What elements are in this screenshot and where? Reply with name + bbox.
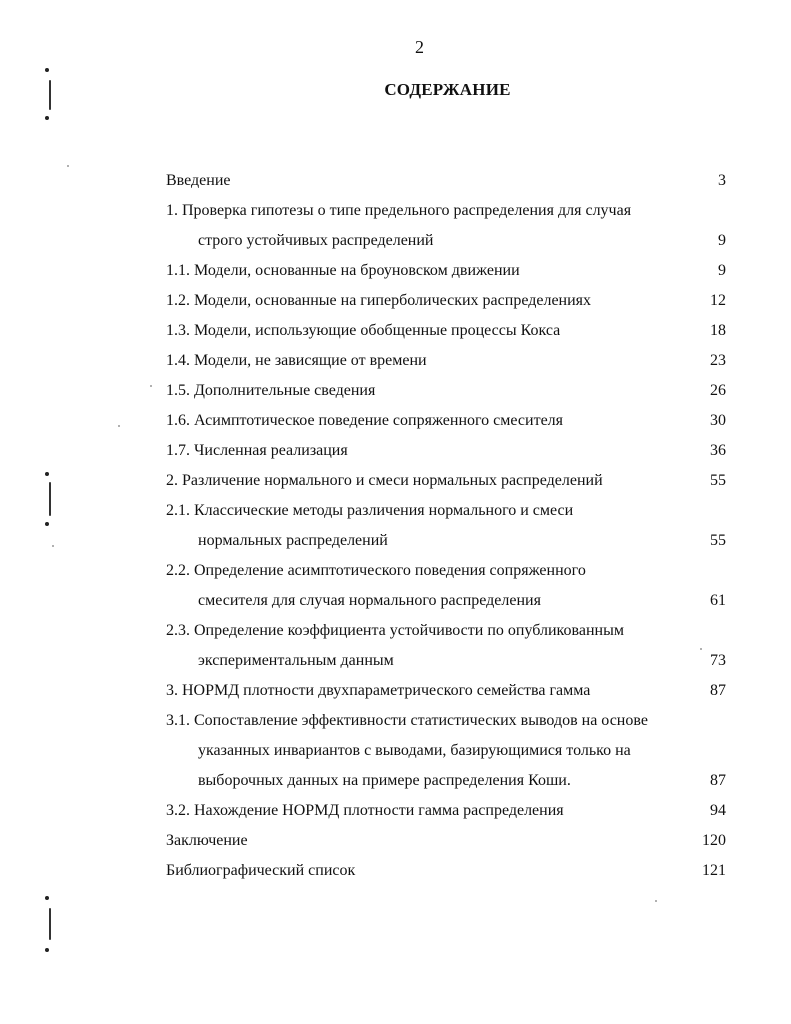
toc-entry bbox=[166, 706, 726, 796]
toc-entry-page-number: 26 bbox=[710, 382, 726, 399]
toc-entry bbox=[166, 406, 726, 436]
toc-entry-title-continued: строго устойчивых распределений bbox=[198, 232, 434, 249]
toc-entry-page-number: 55 bbox=[710, 472, 726, 489]
toc-entry-title-continued: нормальных распределений bbox=[198, 532, 388, 549]
toc-entry-title: 1.4. Модели, не зависящие от времени bbox=[166, 352, 427, 369]
toc-entry-page-number: 73 bbox=[710, 652, 726, 669]
toc-entry-page-number: 61 bbox=[710, 592, 726, 609]
toc-entry-title: 2.2. Определение асимптотического поведения сопряженного bbox=[166, 562, 586, 579]
toc-entry-title-continued: смесителя для случая нормального распределения bbox=[198, 592, 541, 609]
toc-entry bbox=[166, 556, 726, 616]
toc-entry bbox=[166, 316, 726, 346]
toc-entry-page-number: 18 bbox=[710, 322, 726, 339]
toc-entry bbox=[166, 166, 726, 196]
toc-entry-page-number: 36 bbox=[710, 442, 726, 459]
toc-entry-title: Заключение bbox=[166, 832, 248, 849]
toc-entry-title-continued: указанных инвариантов с выводами, базирующимися только на bbox=[198, 742, 631, 759]
toc-entry-title: 2.1. Классические методы различения нормального и смеси bbox=[166, 502, 574, 519]
scan-speck bbox=[655, 900, 657, 902]
table-of-contents bbox=[166, 166, 726, 886]
toc-entry bbox=[166, 376, 726, 406]
toc-entry-page-number: 23 bbox=[710, 352, 726, 369]
toc-entry-page-number: 3 bbox=[718, 172, 726, 189]
toc-entry bbox=[166, 286, 726, 316]
toc-entry-page-number: 9 bbox=[718, 232, 726, 249]
scan-speck bbox=[118, 425, 120, 427]
toc-entry-page-number: 55 bbox=[710, 532, 726, 549]
toc-entry-page-number: 87 bbox=[710, 682, 726, 699]
toc-entry-title: 1.6. Асимптотическое поведение сопряженного смесителя bbox=[166, 412, 564, 429]
toc-entry-title-continued: экспериментальным данным bbox=[198, 652, 394, 669]
toc-entry-page-number: 9 bbox=[718, 262, 726, 279]
toc-entry-title: 3. НОРМД плотности двухпараметрического семейства гамма bbox=[166, 682, 591, 699]
toc-entry-title: 3.2. Нахождение НОРМД плотности гамма распределения bbox=[166, 802, 564, 819]
toc-entry bbox=[166, 466, 726, 496]
toc-entry-page-number: 87 bbox=[710, 772, 726, 789]
toc-entry-page-number: 120 bbox=[702, 832, 726, 849]
toc-entry-title-continued: выборочных данных на примере распределения Коши. bbox=[198, 772, 571, 789]
toc-entry bbox=[166, 496, 726, 556]
toc-entry-title: Библиографический список bbox=[166, 862, 356, 879]
toc-entry bbox=[166, 796, 726, 826]
toc-entry-page-number: 12 bbox=[710, 292, 726, 309]
toc-entry-title: 1.5. Дополнительные сведения bbox=[166, 382, 376, 399]
toc-entry bbox=[166, 856, 726, 886]
toc-entry bbox=[166, 436, 726, 466]
toc-entry-title: 1.7. Численная реализация bbox=[166, 442, 348, 459]
page-number: 2 bbox=[415, 37, 424, 57]
toc-entry-page-number: 30 bbox=[710, 412, 726, 429]
toc-entry-title: 2.3. Определение коэффициента устойчивости по опубликованным bbox=[166, 622, 624, 639]
toc-entry bbox=[166, 346, 726, 376]
scan-speck bbox=[150, 385, 152, 387]
toc-entry bbox=[166, 616, 726, 676]
toc-entry-page-number: 94 bbox=[710, 802, 726, 819]
toc-entry-title: 1.3. Модели, использующие обобщенные процессы Кокса bbox=[166, 322, 561, 339]
toc-entry-title: 3.1. Сопоставление эффективности статистических выводов на основе bbox=[166, 712, 648, 729]
page-title: СОДЕРЖАНИЕ bbox=[384, 80, 511, 99]
toc-entry-title: 1. Проверка гипотезы о типе предельного распределения для случая bbox=[166, 202, 632, 219]
toc-entry bbox=[166, 826, 726, 856]
scan-speck bbox=[67, 165, 69, 167]
toc-entry bbox=[166, 676, 726, 706]
toc-entry bbox=[166, 256, 726, 286]
toc-entry-title: 1.1. Модели, основанные на броуновском движении bbox=[166, 262, 520, 279]
toc-entry-title: Введение bbox=[166, 172, 231, 189]
scan-speck bbox=[52, 545, 54, 547]
toc-entry bbox=[166, 196, 726, 256]
toc-entry-title: 1.2. Модели, основанные на гиперболических распределениях bbox=[166, 292, 592, 309]
toc-entry-title: 2. Различение нормального и смеси нормальных распределений bbox=[166, 472, 603, 489]
toc-entry-page-number: 121 bbox=[702, 862, 726, 879]
